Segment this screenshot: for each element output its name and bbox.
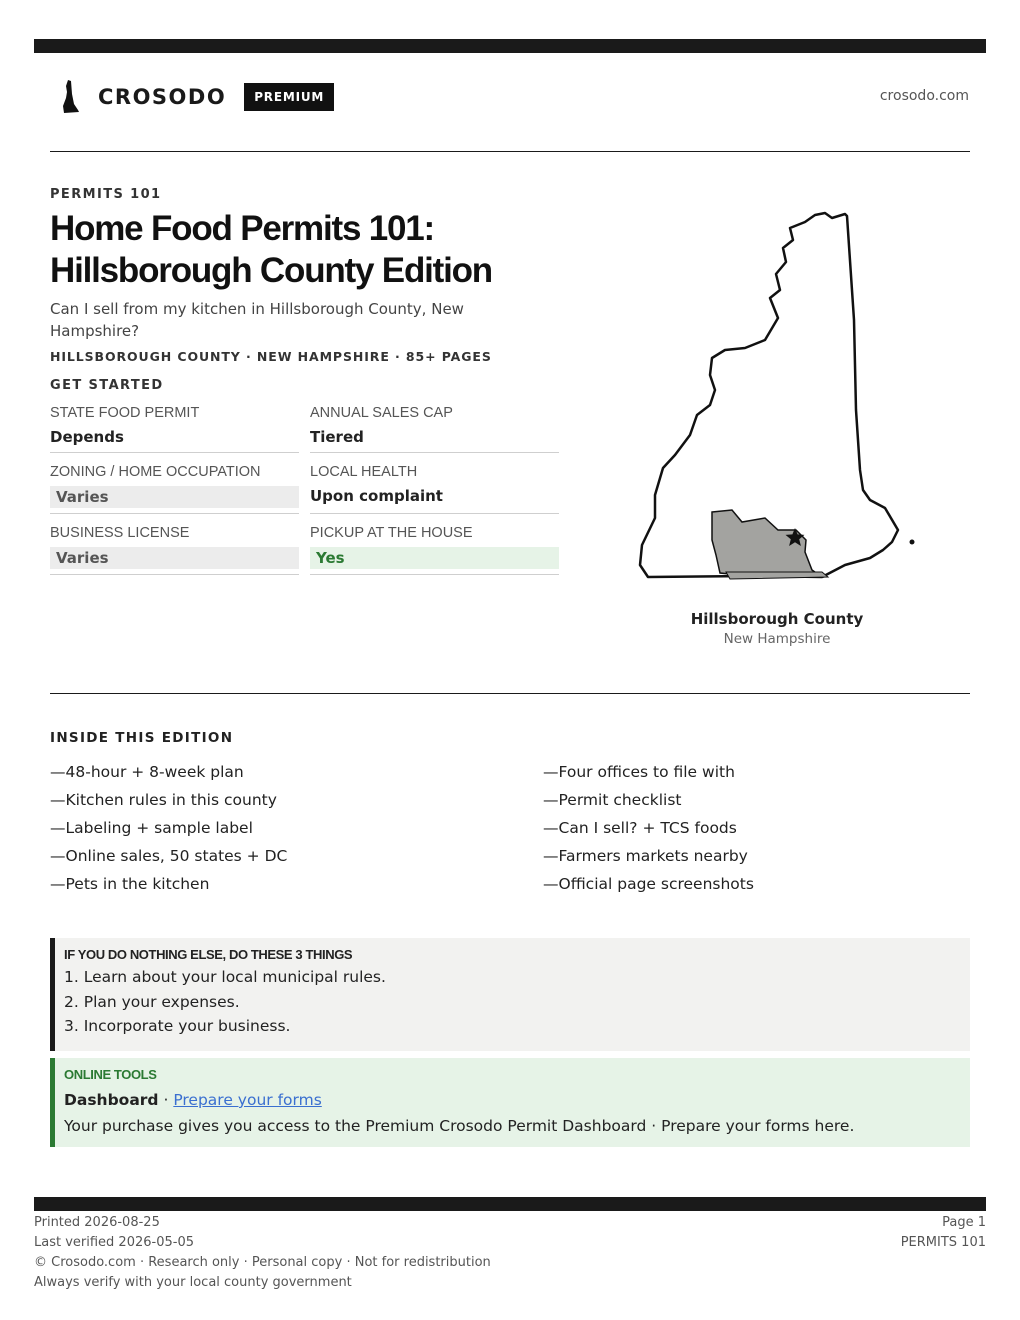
state-map xyxy=(600,200,940,600)
copyright: © Crosodo.com · Research only · Personal copy · Not for redistribution xyxy=(34,1255,491,1270)
fact-label: STATE FOOD PERMIT xyxy=(50,405,200,421)
footer-left xyxy=(34,1213,491,1293)
prepare-forms-link[interactable]: Prepare your forms xyxy=(173,1091,322,1109)
toc-item: —48-hour + 8-week plan xyxy=(50,763,244,781)
online-tools-callout xyxy=(50,1058,970,1147)
fact-label: ZONING / HOME OCCUPATION xyxy=(50,464,261,480)
toc-item: —Labeling + sample label xyxy=(50,819,253,837)
title-line-1: Home Food Permits 101: xyxy=(50,209,434,248)
inside-heading: INSIDE THIS EDITION xyxy=(50,730,234,746)
toc-item: —Can I sell? + TCS foods xyxy=(543,819,737,837)
county-shape xyxy=(712,510,822,577)
new-hampshire-logo-icon xyxy=(60,80,80,114)
premium-badge: PREMIUM xyxy=(244,83,334,111)
section-eyebrow: PERMITS 101 xyxy=(50,187,162,202)
tools-title: ONLINE TOOLS xyxy=(64,1067,157,1082)
toc-item: —Permit checklist xyxy=(543,791,682,809)
toc-item: —Online sales, 50 states + DC xyxy=(50,847,288,865)
tools-dashboard-line xyxy=(64,1087,970,1113)
fact-value: Tiered xyxy=(310,428,364,446)
bottom-bar xyxy=(34,1197,986,1211)
fact-value: Varies xyxy=(50,547,299,569)
fact-local-health xyxy=(310,453,559,514)
get-started-heading: GET STARTED xyxy=(50,378,164,393)
brand[interactable] xyxy=(60,80,334,114)
title-line-2: Hillsborough County Edition xyxy=(50,251,492,290)
edition-meta: HILLSBOROUGH COUNTY · NEW HAMPSHIRE · 85+ PAGES xyxy=(50,349,492,364)
toc-left xyxy=(50,758,287,898)
toc-item: —Pets in the kitchen xyxy=(50,875,210,893)
toc-item: —Official page screenshots xyxy=(543,875,754,893)
fact-value: Upon complaint xyxy=(310,487,443,505)
map-caption xyxy=(660,610,894,647)
toc-item: —Kitchen rules in this county xyxy=(50,791,277,809)
page-subtitle: Can I sell from my kitchen in Hillsborough County, New Hampshire? xyxy=(50,300,464,340)
map-county-name: Hillsborough County xyxy=(690,610,864,628)
dashboard-label: Dashboard xyxy=(64,1091,159,1109)
printed-date: Printed 2026-08-25 xyxy=(34,1215,160,1230)
footer-section: PERMITS 101 xyxy=(900,1235,986,1250)
callout-title: IF YOU DO NOTHING ELSE, DO THESE 3 THINGS xyxy=(64,947,353,962)
fact-value: Depends xyxy=(50,428,124,446)
callout-item: 2. Plan your expenses. xyxy=(64,992,240,1011)
fact-pickup xyxy=(310,514,559,575)
three-things-callout xyxy=(50,938,970,1051)
separator: · xyxy=(158,1091,174,1109)
verified-date: Last verified 2026-05-05 xyxy=(34,1235,194,1250)
fact-label: LOCAL HEALTH xyxy=(310,464,418,480)
divider xyxy=(50,693,970,694)
site-url[interactable]: crosodo.com xyxy=(879,88,969,104)
fact-label: BUSINESS LICENSE xyxy=(50,525,190,541)
callout-item: 1. Learn about your local municipal rules. xyxy=(64,968,386,986)
toc-right xyxy=(543,758,754,898)
fact-annual-sales-cap xyxy=(310,402,559,453)
fact-value: Yes xyxy=(310,547,559,569)
toc-item: —Farmers markets nearby xyxy=(543,847,748,865)
page-number: Page 1 xyxy=(942,1215,986,1230)
tools-description: Your purchase gives you access to the Premium Crosodo Permit Dashboard · Prepare your forms here. xyxy=(64,1117,855,1135)
fact-value: Varies xyxy=(50,486,299,508)
isle-dot xyxy=(910,540,915,545)
brand-name: CROSODO xyxy=(98,85,227,109)
fact-label: ANNUAL SALES CAP xyxy=(310,405,453,421)
fact-state-food-permit xyxy=(50,402,299,453)
page-title xyxy=(50,208,530,292)
footer-right xyxy=(901,1213,986,1253)
fact-business-license xyxy=(50,514,299,575)
map-state-name: New Hampshire xyxy=(723,631,831,647)
fact-label: PICKUP AT THE HOUSE xyxy=(310,525,473,541)
facts-grid xyxy=(50,402,559,575)
callout-item: 3. Incorporate your business. xyxy=(64,1017,291,1035)
divider xyxy=(50,151,970,152)
top-bar xyxy=(34,39,986,53)
verify-note: Always verify with your local county government xyxy=(34,1275,352,1290)
fact-zoning xyxy=(50,453,299,514)
toc-item: —Four offices to file with xyxy=(543,763,735,781)
